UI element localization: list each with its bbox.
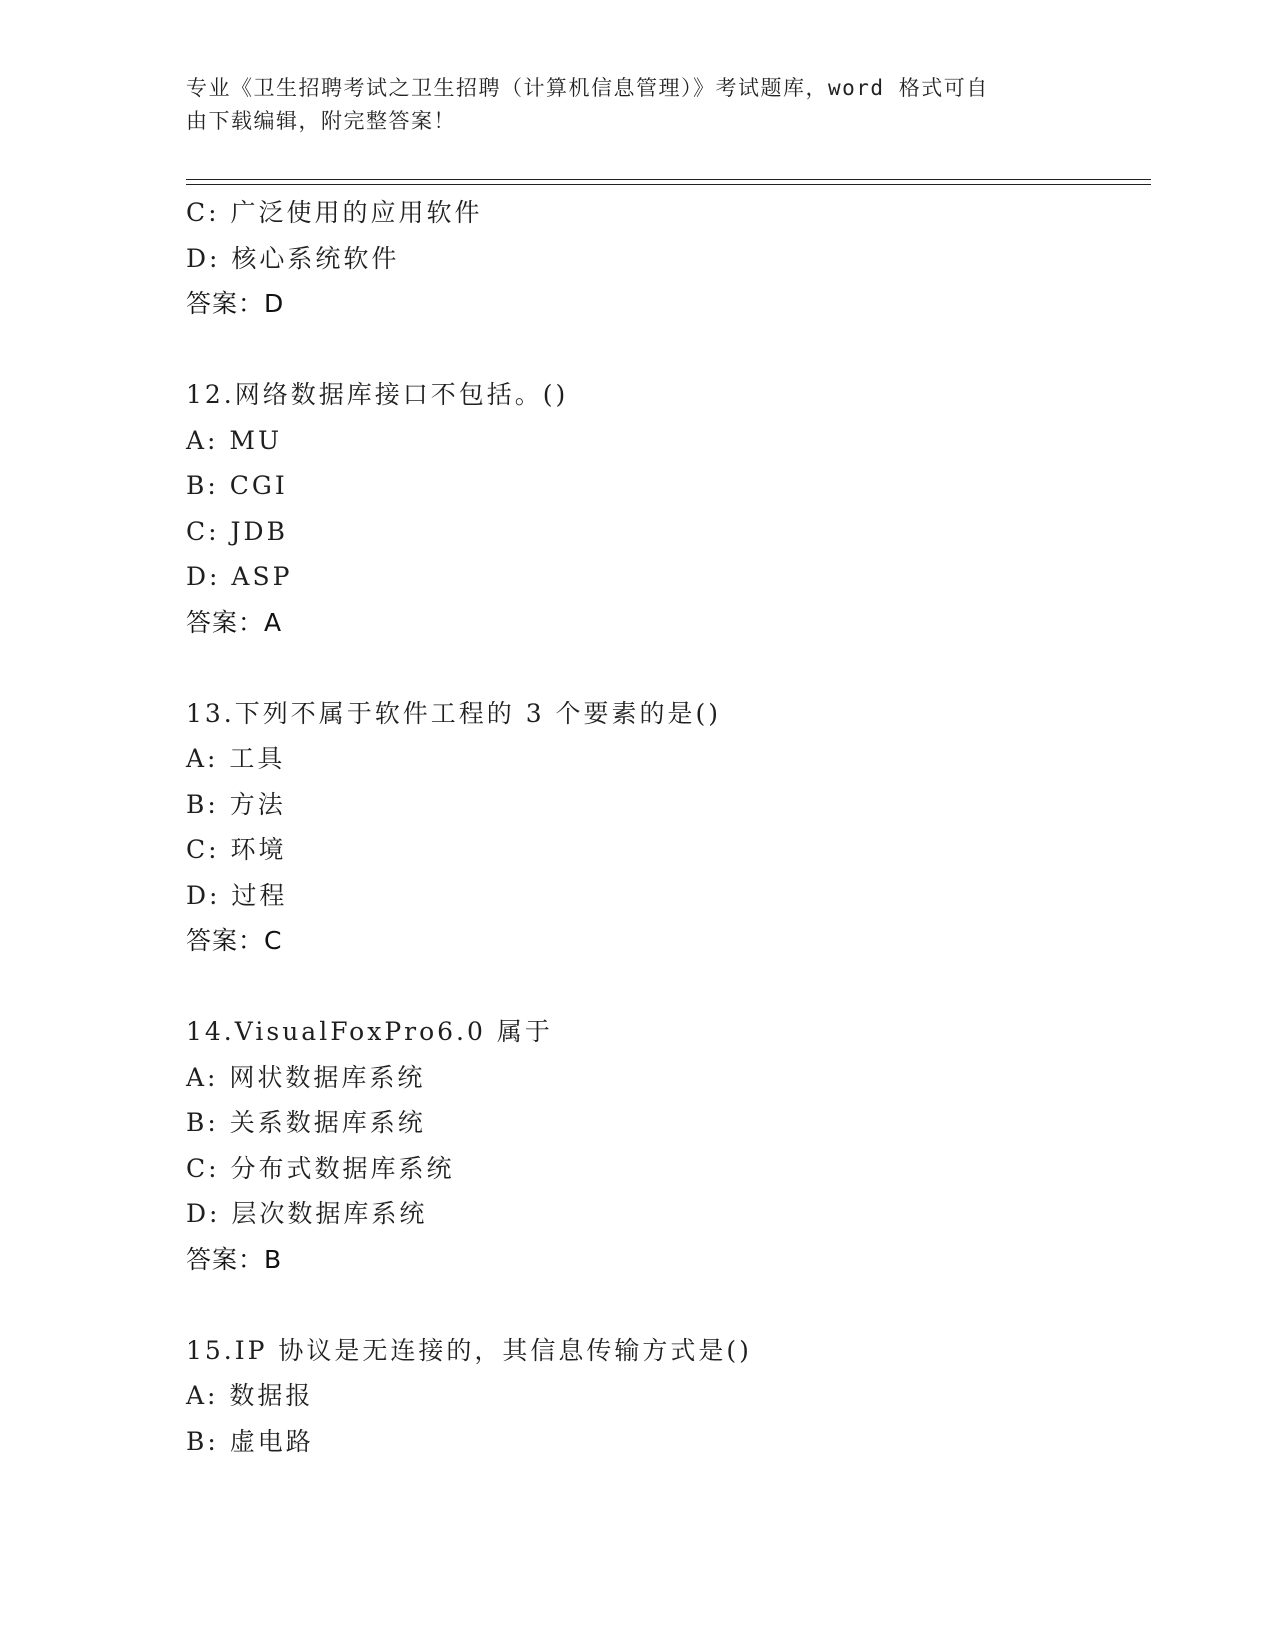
option-a: A: MU xyxy=(186,425,283,455)
option-c: C: JDB xyxy=(186,516,288,546)
option-a: A: 网状数据库系统 xyxy=(186,1062,426,1092)
question-14 xyxy=(186,1009,1146,1283)
option-b: B: 虚电路 xyxy=(186,1426,314,1456)
question-content xyxy=(186,190,1146,1464)
header-line-1: 专业《卫生招聘考试之卫生招聘（计算机信息管理）》考试题库，word 格式可自 xyxy=(186,76,989,100)
question-15 xyxy=(186,1328,1146,1465)
question-12 xyxy=(186,372,1146,646)
question-stem: 15.IP 协议是无连接的，其信息传输方式是() xyxy=(186,1335,752,1365)
question-13 xyxy=(186,691,1146,965)
header-line-2: 由下载编辑，附完整答案！ xyxy=(186,109,456,133)
question-stem: 13.下列不属于软件工程的 3 个要素的是() xyxy=(186,698,722,728)
option-d: D: ASP xyxy=(186,562,293,591)
question-stem: 14.VisualFoxPro6.0 属于 xyxy=(186,1017,553,1046)
answer-line: 答案：D xyxy=(186,289,285,318)
answer-line: 答案：B xyxy=(186,1244,283,1274)
answer-line: 答案：C xyxy=(186,926,283,955)
option-c: C: 分布式数据库系统 xyxy=(186,1153,455,1183)
option-a: A: 数据报 xyxy=(186,1381,314,1410)
header-divider-top xyxy=(186,179,1151,180)
option-c: C: 环境 xyxy=(186,835,287,864)
option-a: A: 工具 xyxy=(186,744,286,773)
question-stem: 12.网络数据库接口不包括。() xyxy=(186,380,569,409)
option-b: B: 关系数据库系统 xyxy=(186,1108,426,1137)
option-d: D: 过程 xyxy=(186,880,288,910)
header-divider-bottom xyxy=(186,184,1151,185)
option-c: C: 广泛使用的应用软件 xyxy=(186,198,483,227)
question-11-continuation xyxy=(186,190,1146,327)
option-d: D: 层次数据库系统 xyxy=(186,1199,428,1228)
answer-line: 答案：A xyxy=(186,607,283,637)
option-d: D: 核心系统软件 xyxy=(186,243,400,273)
option-b: B: 方法 xyxy=(186,789,286,819)
document-header xyxy=(186,72,1066,138)
option-b: B: CGI xyxy=(186,471,288,500)
